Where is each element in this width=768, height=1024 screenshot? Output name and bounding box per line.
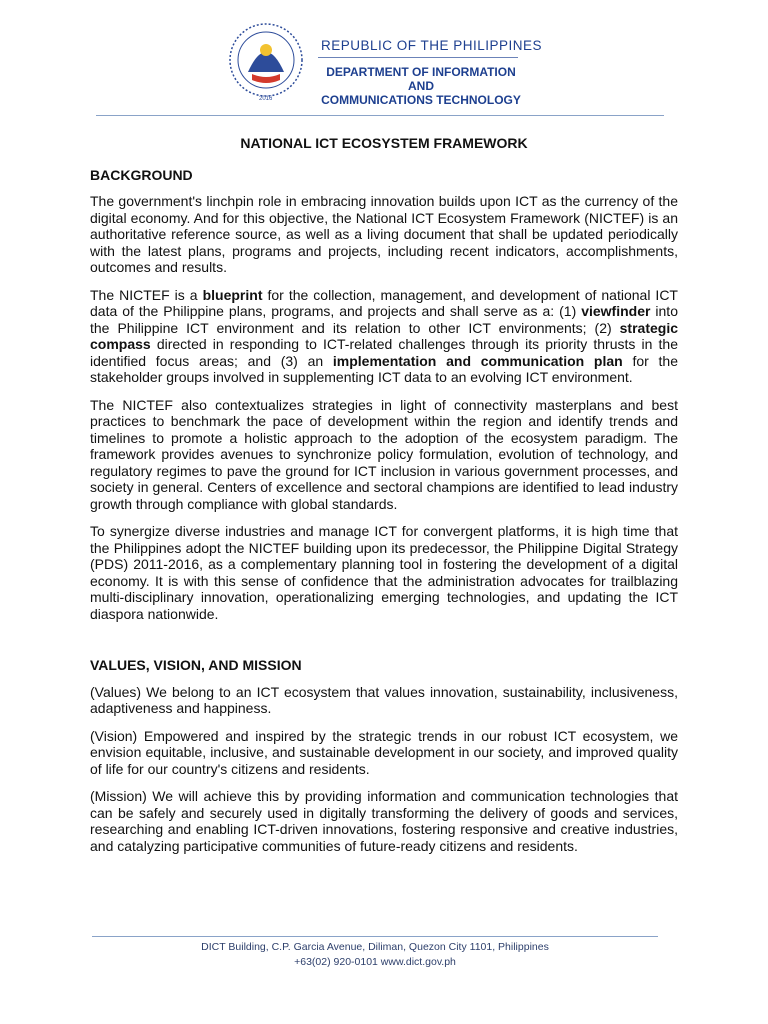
values-paragraph: (Values) We belong to an ICT ecosystem that values innovation, sustainability, inclusiveness, adaptiveness and happiness. xyxy=(90,683,678,716)
text-run: into the Philippine ICT environment and its relation to other ICT environments; (2) xyxy=(90,303,678,336)
text-run: directed in responding to ICT-related challenges through its priority thrusts in the identified focus areas; and (3) an xyxy=(90,336,678,369)
section-spacer xyxy=(90,633,678,657)
svg-text:2016: 2016 xyxy=(259,96,273,102)
republic-label: REPUBLIC OF THE PHILIPPINES xyxy=(321,38,543,53)
background-paragraph-4: To synergize diverse industries and manage ICT for convergent platforms, it is high time that the Philippines adopt the NICTEF building upon its predecessor, the Philippine Digital Strategy (PDS) 2011-2016, as a complementary planning tool in fostering the development of a digital economy. It is with this sense of confidence that the administration advocates for trailblazing multi-disciplinary innovation, operationalizing emerging technologies, and updating the ICT diaspora nationwide. xyxy=(90,523,678,622)
mission-paragraph: (Mission) We will achieve this by providing information and communication technologies that can be safely and securely used in digitally transforming the delivery of goods and services, researching and enabling ICT-driven innovations, fostering responsive and creative industries, and catalyzing participative communities of future-ready citizens and residents. xyxy=(90,788,678,854)
letterhead xyxy=(226,20,546,110)
footer xyxy=(92,940,658,970)
department-line-1: DEPARTMENT OF INFORMATION AND xyxy=(326,65,516,93)
values-vision-mission-heading: VALUES, VISION, AND MISSION xyxy=(90,657,302,673)
dict-seal-icon xyxy=(226,20,306,106)
bold-strategic-compass: strategic compass xyxy=(90,319,678,352)
background-paragraph-1: The government's linchpin role in embracing innovation builds upon ICT as the currency of the digital economy. And for this objective, the National ICT Ecosystem Framework (NICTEF) is an authoritative reference source, as well as a living document that shall be updated periodically with the latest plans, programs and projects, including recent indicators, accomplishments, outcomes and results. xyxy=(90,193,678,275)
text-run: for the stakeholder groups involved in supplementing ICT data to an evolving ICT environment. xyxy=(90,352,678,385)
footer-divider xyxy=(92,936,658,937)
department-name xyxy=(321,65,521,107)
background-heading: BACKGROUND xyxy=(90,166,193,183)
bold-blueprint: blueprint xyxy=(202,286,263,303)
document-title: NATIONAL ICT ECOSYSTEM FRAMEWORK xyxy=(240,135,528,151)
footer-address: DICT Building, C.P. Garcia Avenue, Diliman, Quezon City 1101, Philippines xyxy=(201,941,549,953)
department-line-2: COMMUNICATIONS TECHNOLOGY xyxy=(321,93,521,107)
bold-implementation-plan: implementation and communication plan xyxy=(332,352,623,369)
background-paragraph-3: The NICTEF also contextualizes strategies in light of connectivity masterplans and best practices to benchmark the pace of development within the region and identify trends and timelines to promote a holistic approach to the adoption of the ecosystem paradigm. The framework provides avenues to synchronize policy formulation, evolution of technology, and regulatory regimes to pave the ground for ICT inclusion in various government processes, and society in general. Centers of excellence and sectoral champions are identified to lead industry growth through compliance with global standards. xyxy=(90,396,678,512)
document-body xyxy=(90,135,678,865)
background-paragraph-2 xyxy=(90,287,678,386)
header-divider xyxy=(96,115,664,116)
text-run: The NICTEF is a xyxy=(90,286,203,303)
footer-contact: +63(02) 920-0101 www.dict.gov.ph xyxy=(294,956,456,968)
bold-viewfinder: viewfinder xyxy=(581,303,651,319)
vision-paragraph: (Vision) Empowered and inspired by the strategic trends in our robust ICT ecosystem, we envision equitable, inclusive, and sustainable development in our society, and improved quality of life for our country's citizens and residents. xyxy=(90,727,678,777)
header-rule xyxy=(318,57,518,58)
text-run: for the collection, management, and development of national ICT data of the Philippine plans, programs, and projects and shall serve as a: (1) xyxy=(90,286,678,319)
